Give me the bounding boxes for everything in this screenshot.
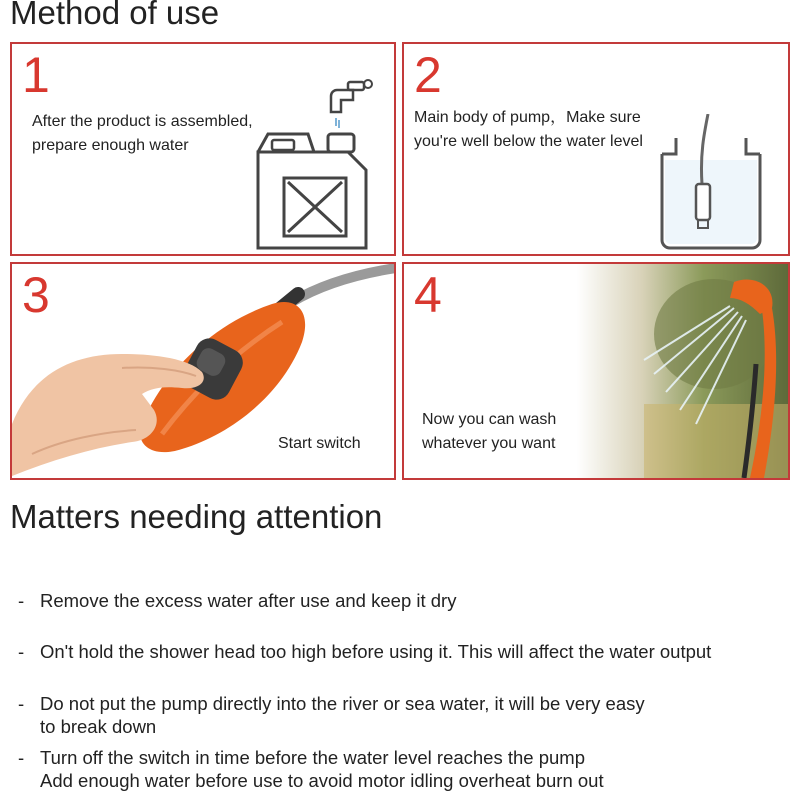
dash-bullet: - (18, 693, 25, 714)
step-text-line: Now you can wash (422, 411, 557, 428)
attention-title: Matters needing attention (10, 498, 383, 535)
attention-line: On't hold the shower head too high before using it. This will affect the water output (40, 641, 712, 662)
dash-bullet: - (18, 641, 25, 662)
step-2-panel (402, 42, 790, 256)
step-number: 3 (22, 267, 50, 323)
step-3-panel (10, 262, 396, 480)
step-number: 2 (414, 47, 442, 103)
step-text (278, 432, 361, 456)
step-1-panel (10, 42, 396, 256)
step-text-line: you're well below the water level (414, 133, 643, 150)
step-number: 4 (414, 267, 442, 323)
dash-bullet: - (18, 747, 25, 768)
step-text (32, 110, 253, 158)
pump-in-container-icon (654, 114, 774, 254)
step-text-line: whatever you want (422, 435, 556, 452)
attention-line: Remove the excess water after use and keep it dry (40, 590, 457, 611)
attention-line: Add enough water before use to avoid motor idling overheat burn out (40, 770, 604, 791)
page-title: Method of use (10, 0, 220, 31)
step-text-line: Main body of pump，Make sure (414, 109, 641, 126)
step-4-panel (402, 262, 790, 480)
step-text (422, 408, 556, 456)
water-canister-icon (238, 74, 388, 254)
step-text-line: Start switch (278, 435, 361, 452)
attention-line: to break down (40, 716, 157, 737)
attention-line: Turn off the switch in time before the water level reaches the pump (40, 747, 586, 768)
attention-line: Do not put the pump directly into the river or sea water, it will be very easy (40, 693, 645, 714)
step-text-line: After the product is assembled, (32, 113, 253, 130)
step-text-line: prepare enough water (32, 137, 189, 154)
step-number: 1 (22, 47, 50, 103)
dash-bullet: - (18, 590, 25, 611)
step-text (414, 106, 643, 154)
